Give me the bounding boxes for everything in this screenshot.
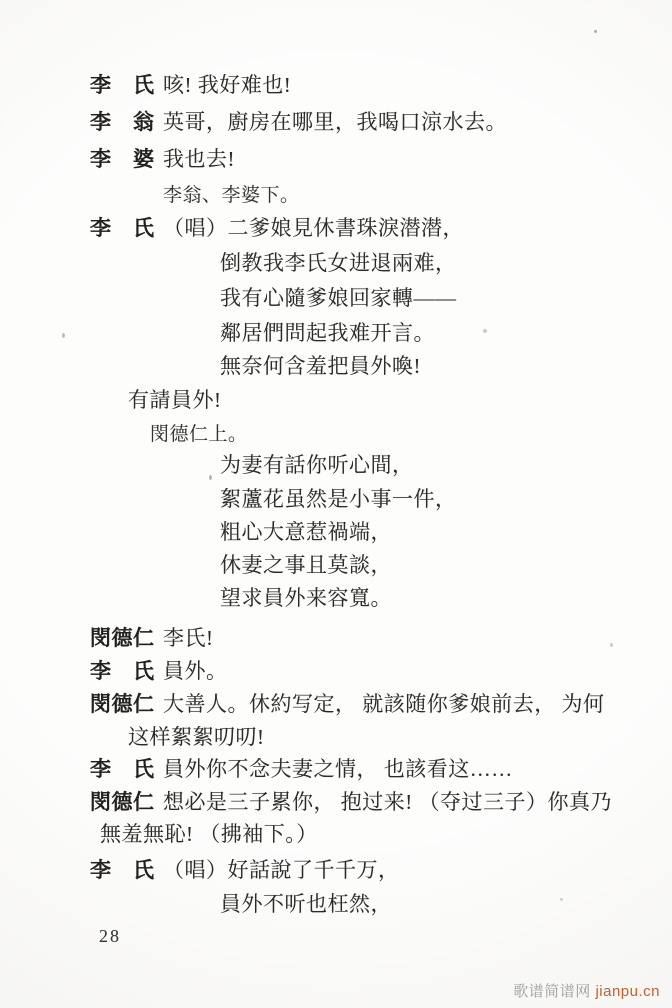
dialog-line xyxy=(90,658,228,685)
dialog-line xyxy=(90,109,507,136)
dialog-line xyxy=(90,72,291,99)
dialog-text: 咳! 我好难也! xyxy=(163,73,292,97)
verse-text: 無奈何含羞把員外喚! xyxy=(220,354,421,378)
verse-line xyxy=(220,320,435,346)
scan-artifact xyxy=(209,475,212,480)
verse-line xyxy=(220,891,392,917)
scan-artifact xyxy=(483,329,487,333)
watermark-site-name: 歌谱简谱网 xyxy=(513,983,591,1000)
dialog-line xyxy=(90,857,400,884)
verse-text: 望求員外来容寬。 xyxy=(220,586,392,610)
dialog-text: 这样絮絮叨叨! xyxy=(128,725,265,749)
dialog-line xyxy=(90,789,612,816)
verse-text: 我有心隨爹娘回家轉—— xyxy=(220,286,457,310)
speaker-name: 李 氏 xyxy=(90,74,155,97)
dialog-text: 李氏! xyxy=(163,626,214,650)
speaker-name: 李 氏 xyxy=(90,859,155,882)
dialog-line xyxy=(90,625,214,652)
scan-artifact xyxy=(560,898,563,901)
verse-line xyxy=(220,285,457,311)
stage-direction xyxy=(163,183,300,209)
verse-line xyxy=(220,250,457,276)
verse-text: 絮蘆花虽然是小事一件， xyxy=(220,487,457,511)
dialog-line xyxy=(90,756,513,783)
watermark-site-url: jianpu.cn xyxy=(595,983,660,1000)
stage-direction xyxy=(150,422,248,448)
verse-text: 休妻之事且莫談， xyxy=(220,553,392,577)
verse-text: 員外不听也枉然， xyxy=(220,892,392,916)
verse-line xyxy=(220,452,414,478)
dialog-line xyxy=(90,146,235,173)
speaker-name: 閔德仁 xyxy=(90,791,155,814)
speaker-name: 李 氏 xyxy=(90,660,155,683)
verse-line xyxy=(220,519,392,545)
verse-line xyxy=(220,353,421,379)
dialog-text: 員外。 xyxy=(163,659,228,683)
dialog-text: 想必是三子累你， 抱过来! （夺过三子）你真乃 xyxy=(163,790,612,814)
speaker-name: 李 氏 xyxy=(90,217,155,240)
dialog-line xyxy=(90,215,464,242)
dialog-text: 大善人。休約写定， 就該随你爹娘前去， 为何 xyxy=(163,692,605,716)
speaker-name: 李 婆 xyxy=(90,148,155,171)
verse-line xyxy=(220,552,392,578)
speaker-name: 閔德仁 xyxy=(90,627,155,650)
dialog-text: （唱）好話說了千千万， xyxy=(163,858,400,882)
scan-artifact xyxy=(62,333,65,338)
scan-artifact xyxy=(610,643,613,647)
verse-text: 为妻有話你听心間， xyxy=(220,453,414,477)
dialog-text: （唱）二爹娘見休書珠淚潜潜， xyxy=(163,216,464,240)
dialog-text: 我也去! xyxy=(163,147,235,171)
stage-direction-text: 李翁、李婆下。 xyxy=(163,185,300,206)
speaker-name: 閔德仁 xyxy=(90,693,155,716)
verse-line xyxy=(220,486,457,512)
dialog-continuation xyxy=(128,387,222,413)
verse-text: 倒教我李氏女进退兩难， xyxy=(220,251,457,275)
verse-text: 粗心大意惹禍端， xyxy=(220,520,392,544)
speaker-name: 李 氏 xyxy=(90,758,155,781)
stage-direction-text: 閔德仁上。 xyxy=(150,424,248,445)
dialog-continuation xyxy=(100,821,318,847)
dialog-text: 有請員外! xyxy=(128,388,222,412)
watermark xyxy=(513,980,660,1001)
speaker-name: 李 翁 xyxy=(90,111,155,134)
page-number: 28 xyxy=(99,926,121,946)
dialog-text: 員外你不念夫妻之情， 也該看这…… xyxy=(163,757,513,781)
dialog-line xyxy=(90,691,605,718)
dialog-continuation xyxy=(128,724,265,750)
dialog-text: 無羞無恥! （拂袖下。） xyxy=(100,822,318,846)
verse-text: 鄰居們問起我难开言。 xyxy=(220,321,435,345)
dialog-text: 英哥，廚房在哪里，我喝口涼水去。 xyxy=(163,110,507,134)
verse-line xyxy=(220,585,392,611)
scan-artifact xyxy=(594,30,597,33)
